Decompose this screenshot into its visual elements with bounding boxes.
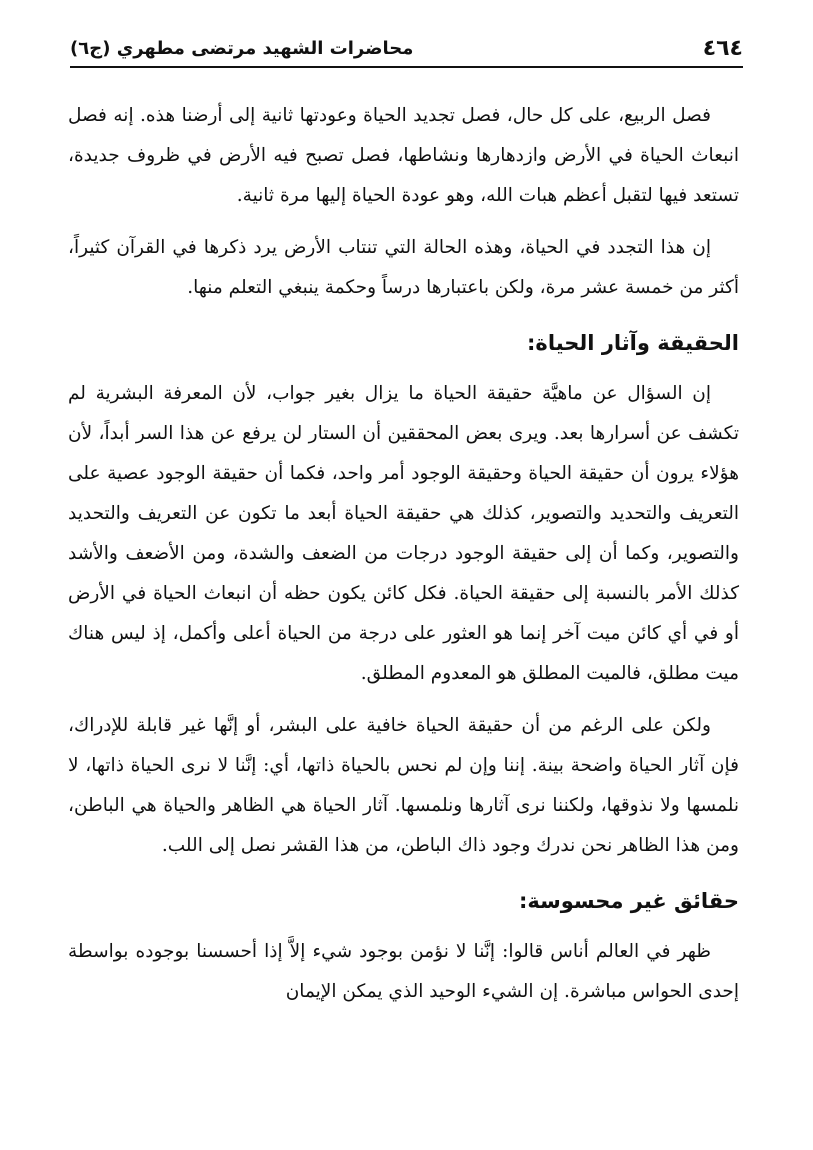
page-header — [70, 30, 743, 68]
paragraph-senses: ظهر في العالم أناس قالوا: إنَّنا لا نؤمن بوجود شيء إلاَّ إذا أحسسنا بوجوده بواسطة إحدى الحواس مباشرة. إن الشيء الوحيد الذي يمكن الإيمان — [68, 941, 739, 1002]
paragraph-spring: فصل الربيع، على كل حال، فصل تجديد الحياة وعودتها ثانية إلى أرضنا هذه. إنه فصل انبعاث الحياة في الأرض وازدهارها ونشاطها، فصل تصبح فيه الأرض في ظروف جديدة، تستعد فيها لتقبل أعظم هبات الله، وهو عودة الحياة إليها مرة ثانية. — [68, 105, 739, 206]
running-title: محاضرات الشهيد مرتضى مطهري (ج٦) — [70, 37, 414, 59]
section-heading-imperceptible-truths: حقائق غير محسوسة: — [518, 889, 739, 913]
page-number: ٤٦٤ — [702, 35, 743, 61]
paragraph-renewal: إن هذا التجدد في الحياة، وهذه الحالة التي تنتاب الأرض يرد ذكرها في القرآن كثيراً، أكثر من خمسة عشر مرة، ولكن باعتبارها درساً وحكمة ينبغي التعلم منها. — [68, 237, 739, 298]
page-body — [68, 96, 739, 1024]
section-heading-truth-and-traces: الحقيقة وآثار الحياة: — [527, 331, 739, 355]
paragraph-traces-of-life: ولكن على الرغم من أن حقيقة الحياة خافية على البشر، أو إنَّها غير قابلة للإدراك، فإن آثار الحياة واضحة بينة. إننا وإن لم نحس بالحياة ذاتها، أي: إنَّنا لا نرى الحياة ذاتها، لا نلمسها ولا نذوقها، ولكننا نرى آثارها ونلمسها. آثار الحياة هي الظاهر والحياة هي الباطن، ومن هذا الظاهر نحن ندرك وجود ذاك الباطن، من هذا القشر نصل إلى اللب. — [68, 715, 739, 856]
paragraph-essence-of-life: إن السؤال عن ماهيَّة حقيقة الحياة ما يزال بغير جواب، لأن المعرفة البشرية لم تكشف عن أسرارها بعد. ويرى بعض المحققين أن الستار لن يرفع عن هذا السر أبداً، لأن هؤلاء يرون أن حقيقة الحياة وحقيقة الوجود أمر واحد، فكما أن حقيقة الوجود عصية على التعريف والتحديد والتصوير، كذلك هي حقيقة الحياة أبعد ما تكون عن التعريف والتحديد والتصوير، وكما أن إلى حقيقة الوجود درجات من الضعف والشدة، ومن الأضعف والأشد كذلك الأمر بالنسبة إلى حقيقة الحياة. فكل كائن يكون حظه أن انبعاث الحياة في الأرض أو في أي كائن ميت آخر إنما هو العثور على درجة من الحياة أعلى وأكمل، إذ ليس هناك ميت مطلق، فالميت المطلق هو المعدوم المطلق. — [68, 383, 740, 684]
